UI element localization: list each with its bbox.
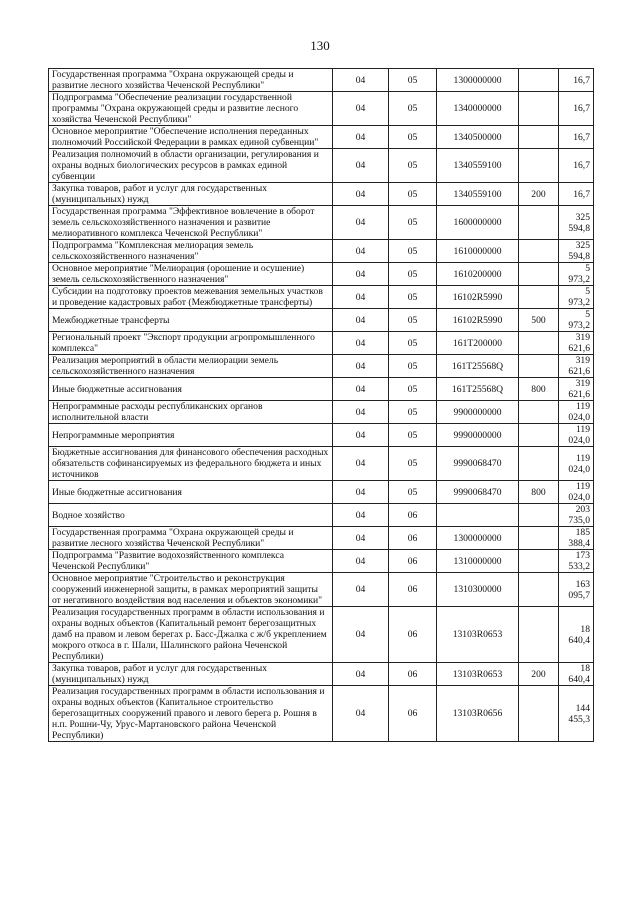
row-subsection: 05 (389, 149, 437, 183)
row-amount: 119 024,0 (559, 447, 594, 481)
row-target-code: 16102R5990 (437, 286, 519, 309)
table-row (49, 401, 594, 424)
budget-table (48, 68, 594, 742)
row-expense-type: 200 (519, 183, 559, 206)
row-target-code: 1340000000 (437, 92, 519, 126)
table-row (49, 663, 594, 686)
row-section: 04 (333, 527, 389, 550)
row-amount: 16,7 (559, 183, 594, 206)
row-section: 04 (333, 663, 389, 686)
row-subsection: 06 (389, 663, 437, 686)
row-name: Подпрограмма "Развитие водохозяйственного комплекса Чеченской Республики" (49, 550, 333, 573)
row-name: Иные бюджетные ассигнования (49, 481, 333, 504)
row-target-code: 13103R0656 (437, 686, 519, 742)
row-name: Межбюджетные трансферты (49, 309, 333, 332)
table-row (49, 481, 594, 504)
table-row (49, 92, 594, 126)
row-subsection: 06 (389, 607, 437, 663)
row-target-code: 1610200000 (437, 263, 519, 286)
row-amount: 119 024,0 (559, 481, 594, 504)
row-expense-type (519, 69, 559, 92)
row-name: Подпрограмма "Комплексная мелиорация земель сельскохозяйственного назначения" (49, 240, 333, 263)
row-amount: 16,7 (559, 149, 594, 183)
row-section: 04 (333, 240, 389, 263)
row-target-code: 13103R0653 (437, 663, 519, 686)
row-target-code: 1300000000 (437, 527, 519, 550)
row-target-code: 1600000000 (437, 206, 519, 240)
row-section: 04 (333, 401, 389, 424)
row-expense-type (519, 263, 559, 286)
row-subsection: 05 (389, 332, 437, 355)
row-amount: 319 621,6 (559, 355, 594, 378)
row-section: 04 (333, 607, 389, 663)
row-amount: 319 621,6 (559, 332, 594, 355)
row-amount: 185 388,4 (559, 527, 594, 550)
row-expense-type (519, 149, 559, 183)
row-name: Субсидии на подготовку проектов межевания земельных участков и проведение кадастровых работ (Межбюджетные трансферты) (49, 286, 333, 309)
row-name: Непрограммные расходы республиканских органов исполнительной власти (49, 401, 333, 424)
row-section: 04 (333, 378, 389, 401)
row-expense-type (519, 92, 559, 126)
row-section: 04 (333, 263, 389, 286)
table-row (49, 550, 594, 573)
row-section: 04 (333, 309, 389, 332)
row-amount: 5 973,2 (559, 263, 594, 286)
row-expense-type (519, 126, 559, 149)
row-target-code: 9990068470 (437, 481, 519, 504)
row-subsection: 05 (389, 92, 437, 126)
table-row (49, 309, 594, 332)
row-expense-type (519, 240, 559, 263)
row-target-code: 161T200000 (437, 332, 519, 355)
table-row (49, 355, 594, 378)
table-row (49, 527, 594, 550)
row-target-code: 1340559100 (437, 149, 519, 183)
row-name: Реализация государственных программ в области использования и охраны водных объектов (Капитальное строительство берегозащитных сооружений правого и левого берега р. Рошня в н.п. Рошни-Чу, Урус-Мартановского района Чеченской Республики) (49, 686, 333, 742)
row-expense-type (519, 447, 559, 481)
table-row (49, 378, 594, 401)
table-row (49, 686, 594, 742)
table-row (49, 206, 594, 240)
row-amount: 319 621,6 (559, 378, 594, 401)
row-subsection: 05 (389, 263, 437, 286)
row-name: Непрограммные мероприятия (49, 424, 333, 447)
row-subsection: 06 (389, 686, 437, 742)
row-subsection: 06 (389, 573, 437, 607)
row-section: 04 (333, 481, 389, 504)
row-amount: 163 095,7 (559, 573, 594, 607)
row-expense-type (519, 550, 559, 573)
row-expense-type (519, 332, 559, 355)
row-section: 04 (333, 424, 389, 447)
row-name: Закупка товаров, работ и услуг для государственных (муниципальных) нужд (49, 183, 333, 206)
row-expense-type (519, 206, 559, 240)
table-row (49, 286, 594, 309)
row-amount: 5 973,2 (559, 286, 594, 309)
row-name: Государственная программа "Охрана окружающей среды и развитие лесного хозяйства Чеченской Республики" (49, 69, 333, 92)
table-row (49, 447, 594, 481)
row-target-code: 16102R5990 (437, 309, 519, 332)
row-expense-type: 200 (519, 663, 559, 686)
row-subsection: 05 (389, 309, 437, 332)
row-expense-type (519, 573, 559, 607)
row-subsection: 05 (389, 378, 437, 401)
row-section: 04 (333, 447, 389, 481)
row-section: 04 (333, 355, 389, 378)
page-number: 130 (310, 38, 330, 53)
row-target-code: 161T25568Q (437, 355, 519, 378)
row-amount: 325 594,8 (559, 240, 594, 263)
row-subsection: 05 (389, 355, 437, 378)
row-section: 04 (333, 206, 389, 240)
row-target-code: 9990068470 (437, 447, 519, 481)
row-subsection: 05 (389, 401, 437, 424)
row-target-code: 1340559100 (437, 183, 519, 206)
row-amount: 5 973,2 (559, 309, 594, 332)
table-row (49, 504, 594, 527)
row-amount: 119 024,0 (559, 424, 594, 447)
budget-table-body (49, 69, 594, 742)
row-expense-type: 500 (519, 309, 559, 332)
table-row (49, 573, 594, 607)
row-expense-type (519, 424, 559, 447)
row-name: Закупка товаров, работ и услуг для государственных (муниципальных) нужд (49, 663, 333, 686)
row-amount: 173 533,2 (559, 550, 594, 573)
table-row (49, 607, 594, 663)
row-amount: 325 594,8 (559, 206, 594, 240)
row-section: 04 (333, 126, 389, 149)
row-target-code: 13103R0653 (437, 607, 519, 663)
table-row (49, 183, 594, 206)
row-section: 04 (333, 69, 389, 92)
row-expense-type (519, 401, 559, 424)
row-name: Реализация государственных программ в области использования и охраны водных объектов (Капитальный ремонт берегозащитных дамб на правом и левом берегах р. Басс-Джалка с ж/б укреплением мокрого откоса в г. Шали, Шалинского района Чеченской Республики) (49, 607, 333, 663)
row-subsection: 05 (389, 183, 437, 206)
table-row (49, 332, 594, 355)
row-subsection: 05 (389, 240, 437, 263)
row-subsection: 05 (389, 206, 437, 240)
row-expense-type: 800 (519, 481, 559, 504)
table-row (49, 240, 594, 263)
row-section: 04 (333, 92, 389, 126)
row-expense-type (519, 686, 559, 742)
row-name: Основное мероприятие "Строительство и реконструкция сооружений инженерной защиты, в рамках мероприятий защиты от негативного воздействия вод населения и объектов экономики" (49, 573, 333, 607)
row-expense-type (519, 504, 559, 527)
row-section: 04 (333, 183, 389, 206)
row-subsection: 05 (389, 481, 437, 504)
row-amount: 18 640,4 (559, 607, 594, 663)
row-subsection: 06 (389, 527, 437, 550)
row-amount: 203 735,0 (559, 504, 594, 527)
row-amount: 144 455,3 (559, 686, 594, 742)
row-name: Государственная программа "Охрана окружающей среды и развитие лесного хозяйства Чеченской Республики" (49, 527, 333, 550)
row-name: Государственная программа "Эффективное вовлечение в оборот земель сельскохозяйственного назначения и развитие мелиоративного комплекса Чеченской Республики" (49, 206, 333, 240)
row-target-code: 1610000000 (437, 240, 519, 263)
row-name: Подпрограмма "Обеспечение реализации государственной программы "Охрана окружающей среды и развитие лесного хозяйства Чеченской Республики" (49, 92, 333, 126)
row-name: Реализация мероприятий в области мелиорации земель сельскохозяйственного назначения (49, 355, 333, 378)
row-target-code: 1310000000 (437, 550, 519, 573)
table-row (49, 263, 594, 286)
row-target-code (437, 504, 519, 527)
row-target-code: 1300000000 (437, 69, 519, 92)
row-amount: 16,7 (559, 126, 594, 149)
row-section: 04 (333, 286, 389, 309)
row-expense-type (519, 355, 559, 378)
row-target-code: 161T25568Q (437, 378, 519, 401)
row-amount: 16,7 (559, 92, 594, 126)
row-name: Реализация полномочий в области организации, регулирования и охраны водных биологических ресурсов в рамках единой субвенции (49, 149, 333, 183)
table-row (49, 126, 594, 149)
row-section: 04 (333, 573, 389, 607)
row-name: Бюджетные ассигнования для финансового обеспечения расходных обязательств софинансируемых из федерального бюджета и иных источников (49, 447, 333, 481)
row-target-code: 1310300000 (437, 573, 519, 607)
row-expense-type (519, 527, 559, 550)
row-expense-type (519, 607, 559, 663)
row-amount: 119 024,0 (559, 401, 594, 424)
table-row (49, 149, 594, 183)
row-name: Водное хозяйство (49, 504, 333, 527)
row-section: 04 (333, 550, 389, 573)
row-expense-type: 800 (519, 378, 559, 401)
row-subsection: 05 (389, 447, 437, 481)
row-amount: 16,7 (559, 69, 594, 92)
row-subsection: 05 (389, 286, 437, 309)
row-name: Иные бюджетные ассигнования (49, 378, 333, 401)
row-target-code: 9990000000 (437, 424, 519, 447)
row-target-code: 9900000000 (437, 401, 519, 424)
row-section: 04 (333, 504, 389, 527)
row-name: Региональный проект "Экспорт продукции агропромышленного комплекса" (49, 332, 333, 355)
row-subsection: 05 (389, 69, 437, 92)
row-subsection: 06 (389, 550, 437, 573)
row-section: 04 (333, 149, 389, 183)
row-subsection: 06 (389, 504, 437, 527)
table-row (49, 69, 594, 92)
row-expense-type (519, 286, 559, 309)
row-name: Основное мероприятие "Обеспечение исполнения переданных полномочий Российской Федерации в рамках единой субвенции" (49, 126, 333, 149)
row-subsection: 05 (389, 424, 437, 447)
row-section: 04 (333, 332, 389, 355)
row-section: 04 (333, 686, 389, 742)
table-row (49, 424, 594, 447)
row-target-code: 1340500000 (437, 126, 519, 149)
row-name: Основное мероприятие "Мелиорация (орошение и осушение) земель сельскохозяйственного назначения" (49, 263, 333, 286)
row-subsection: 05 (389, 126, 437, 149)
row-amount: 18 640,4 (559, 663, 594, 686)
